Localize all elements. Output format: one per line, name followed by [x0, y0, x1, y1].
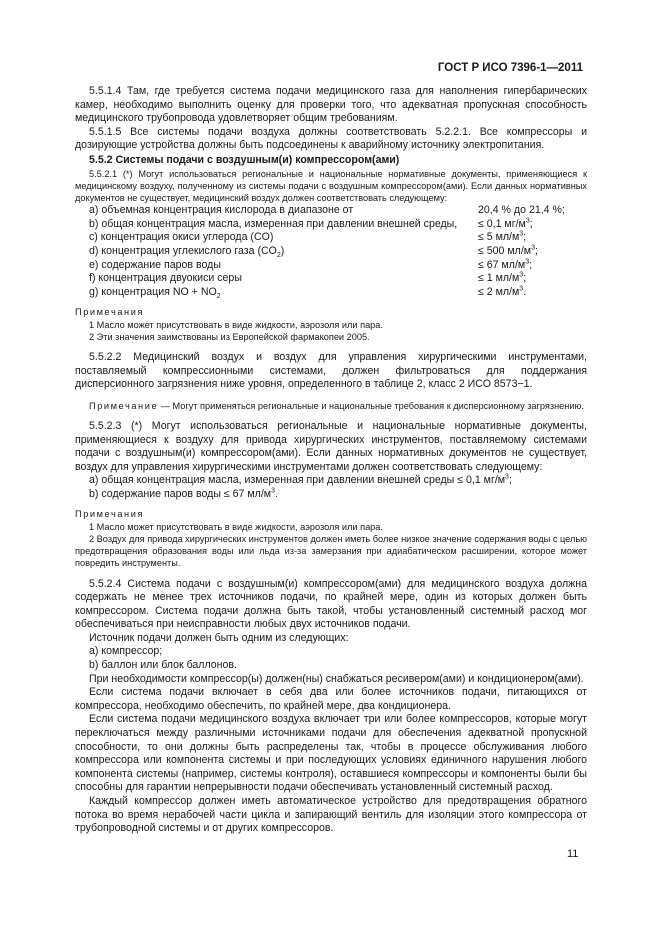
- backflow-paragraph: Каждый компрессор должен иметь автоматическое устройство для предотвращения обратного потока во время нерабочей части цикла и запирающий вентиль для изоляции этого компрессора от трубопроводной системы и от других компрессоров.: [75, 795, 587, 835]
- clause-5-5-2-4: 5.5.2.4 Система подачи с воздушным(и) компрессором(ами) для медицинского воздуха должна содержать не менее трех источников подачи, по крайней мере, один из которых должен быть компрессором. Система подачи должна быть такой, чтобы установленный системный расход мог обеспечиваться при неисправности любых двух источников подачи.: [75, 577, 587, 631]
- clause-5-5-1-4: 5.5.1.4 Там, где требуется система подачи медицинского газа для наполнения гипербарических камер, необходимо выполнить оценку для проверки того, что адекватная пропускная способность медицинского трубопровода удовлетворяет общим требованиям.: [75, 85, 587, 125]
- requirement-value: ≤ 0,1 $мг/м^3$;: [478, 217, 533, 230]
- requirement-label: a) объемная концентрация кислорода в диапазоне от: [89, 204, 354, 217]
- requirement-value: ≤ 5 $мл/м^3$;: [478, 230, 527, 244]
- requirement-row: [75, 286, 587, 300]
- notes-label: Примечания: [75, 509, 145, 520]
- requirement-row: [75, 231, 587, 245]
- requirement-value: ≤ 1 $мл/м^3$;: [478, 271, 527, 285]
- requirement-label: e) содержание паров воды: [89, 258, 221, 271]
- document-header: ГОСТ Р ИСО 7396-1—2011: [437, 62, 583, 74]
- requirement-row: [75, 259, 587, 273]
- requirement-value: ≤ 500 $мл/м^3$;: [478, 244, 538, 257]
- three-compressors-paragraph: Если система подачи медицинского воздуха включает три или более компрессоров, которые могут переключаться между различными источниками подачи для обеспечения адекватной пропускной способности, то они должны быть распределены так, чтобы в процессе обслуживания любого компрессора или компонента системы и при последующих условиях единичного нарушения любого компонента системы (например, системы контроля), оставшиеся компрессоры и компоненты были бы способны для гарантии непрерывности подачи обеспечивать установленный системный расход.: [75, 713, 587, 794]
- clause-5-5-2-3: 5.5.2.3 (*) Могут использоваться региональные и национальные нормативные документы, применяющиеся к воздуху для привода хирургических инструментов, поставляемому системами подачи с воздушным(и) компрессором(ами). Если данных нормативных документов не существует, воздух для управления хирургическими инструментами должен соответствовать следующему:: [75, 419, 587, 473]
- requirement-row: [75, 245, 587, 259]
- requirement-label: c) концентрация окиси углерода (CO): [89, 231, 274, 244]
- page-body: [75, 85, 587, 836]
- requirement-label: d) концентрация углекислого газа $(CO_2)$: [89, 244, 285, 260]
- clause-5-5-2-1: 5.5.2.1 (*) Могут использоваться региональные и национальные нормативные документы, применяющиеся к медицинскому воздуху, полученному из системы подачи с воздушным компрессором(ами). Если данных нормативных документов не существует, медицинский воздух должен соответствовать следующему:: [75, 168, 587, 203]
- clause-5-5-2-2: 5.5.2.2 Медицинский воздух и воздух для управления хирургическими инструментами, поставляемый компрессионными системами, должен фильтроваться для поддержания дисперсионного загрязнения ниже уровня, определенного в таблице 2, класс 2 ИСО 8573−1.: [75, 350, 587, 391]
- receiver-paragraph: При необходимости компрессор(ы) должен(ны) снабжаться ресивером(ами) и кондиционером(ами).: [89, 672, 584, 685]
- requirement-value: ≤ 67 $мл/м^3$;: [478, 258, 533, 271]
- clause-5-5-1-5: 5.5.1.5 Все системы подачи воздуха должны соответствовать 5.2.2.1. Все компрессоры и дозирующие устройства должны быть подсоединены к аварийному источнику электропитания.: [75, 125, 587, 152]
- section-heading-5-5-2: 5.5.2 Системы подачи с воздушным(и) компрессором(ами): [89, 153, 400, 166]
- requirement-oil: a) общая концентрация масла, измеренная при давлении внешней среды ≤ 0,1 $мг/м^3$;: [89, 473, 512, 487]
- note-item: 1 Масло может присутствовать в виде жидкости, аэрозоля или пара.: [89, 521, 383, 532]
- requirement-value: 20,4 % до 21,4 %;: [478, 204, 565, 217]
- requirement-row: [75, 204, 587, 218]
- requirement-water-vapour: b) содержание паров воды ≤ 67 $мл/м^3$.: [89, 487, 278, 500]
- note-label: Примечание: [89, 400, 159, 411]
- requirement-row: [75, 218, 587, 232]
- page-number: 11: [567, 848, 579, 860]
- notes-label: Примечания: [75, 307, 145, 318]
- note-item: 2 Воздух для привода хирургических инструментов должен иметь более низкое значение содержания воды с целью предотвращения образования воды или льда из-за замерзания при адиабатическом расширении, которое может повредить инструменты.: [75, 533, 587, 569]
- note-text: — Могут применяться региональные и национальные требования к дисперсионному загрязнению.: [158, 400, 584, 411]
- note-item: 1 Масло может присутствовать в виде жидкости, аэрозоля или пара.: [89, 319, 383, 330]
- supply-source-item: a) компрессор;: [89, 645, 163, 658]
- two-sources-paragraph: Если система подачи включает в себя два или более источников подачи, питающихся от компрессора, необходимо обеспечить, по крайней мере, два кондиционера.: [75, 686, 587, 712]
- requirements-list-medical-air: [75, 204, 587, 299]
- note-dispersion: [75, 400, 587, 412]
- supply-source-intro: Источник подачи должен быть одним из следующих:: [89, 631, 349, 644]
- requirement-row: [75, 272, 587, 286]
- supply-source-item: b) баллон или блок баллонов.: [89, 659, 237, 672]
- requirement-label: g) концентрация NO + $NO_2$: [89, 285, 221, 300]
- requirement-label: f) концентрация двуокиси серы: [89, 272, 242, 285]
- requirement-label: b) общая концентрация масла, измеренная при давлении внешней среды,: [89, 217, 458, 230]
- requirement-value: ≤ 2 $мл/м^3$.: [478, 285, 527, 298]
- note-item: 2 Эти значения заимствованы из Европейской фармакопеи 2005.: [89, 331, 370, 342]
